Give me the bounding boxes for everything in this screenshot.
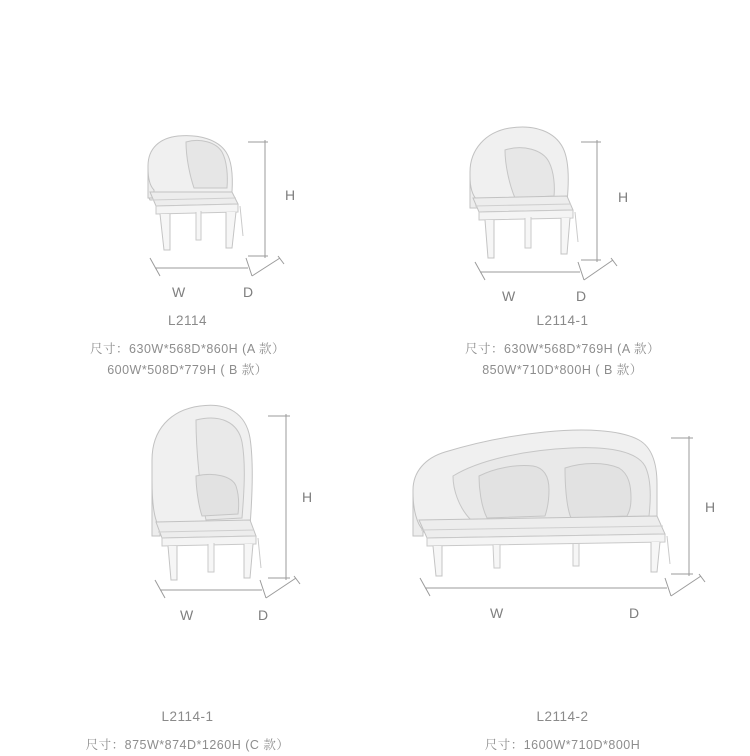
label-depth-2: D [576, 288, 587, 304]
product-card-l2114-1-a [375, 0, 750, 381]
spec-line: 600W*508D*779H ( B 款） [107, 363, 268, 377]
label-height-1: H [285, 187, 296, 203]
spec-line: 尺寸：630W*568D*769H (A 款） [465, 342, 660, 356]
figure-l2114-1-c [0, 380, 375, 690]
product-code: L2114 [167, 313, 208, 328]
product-card-l2114 [0, 0, 375, 381]
figure-l2114 [0, 0, 375, 310]
product-code: L2114-2 [536, 709, 589, 724]
figure-l2114-2 [375, 380, 750, 690]
spec-line: 尺寸：1600W*710D*800H [484, 738, 641, 752]
label-depth-4: D [629, 605, 640, 621]
caption-l2114-1-c [0, 706, 375, 756]
label-height-4: H [705, 499, 716, 515]
label-height-3: H [302, 489, 313, 505]
caption-l2114 [0, 310, 375, 381]
product-code: L2114-1 [536, 313, 589, 328]
caption-l2114-2 [375, 706, 750, 756]
label-height-2: H [618, 189, 629, 205]
label-width-3: W [180, 607, 194, 623]
spec-line: 尺寸：875W*874D*1260H (C 款） [85, 738, 290, 752]
figure-l2114-1-a [375, 0, 750, 310]
spec-line: 尺寸：630W*568D*860H (A 款） [90, 342, 285, 356]
product-card-l2114-2 [375, 380, 750, 756]
product-specs [0, 339, 375, 381]
label-width-2: W [502, 288, 516, 304]
label-depth-1: D [243, 284, 254, 300]
spec-line: 850W*710D*800H ( B 款） [482, 363, 643, 377]
product-code: L2114-1 [161, 709, 214, 724]
label-width-4: W [490, 605, 504, 621]
product-card-l2114-1-c [0, 380, 375, 756]
caption-l2114-1-a [375, 310, 750, 381]
label-depth-3: D [258, 607, 269, 623]
product-specs [375, 735, 750, 756]
product-specs [375, 339, 750, 381]
label-width-1: W [172, 284, 186, 300]
product-specs [0, 735, 375, 756]
